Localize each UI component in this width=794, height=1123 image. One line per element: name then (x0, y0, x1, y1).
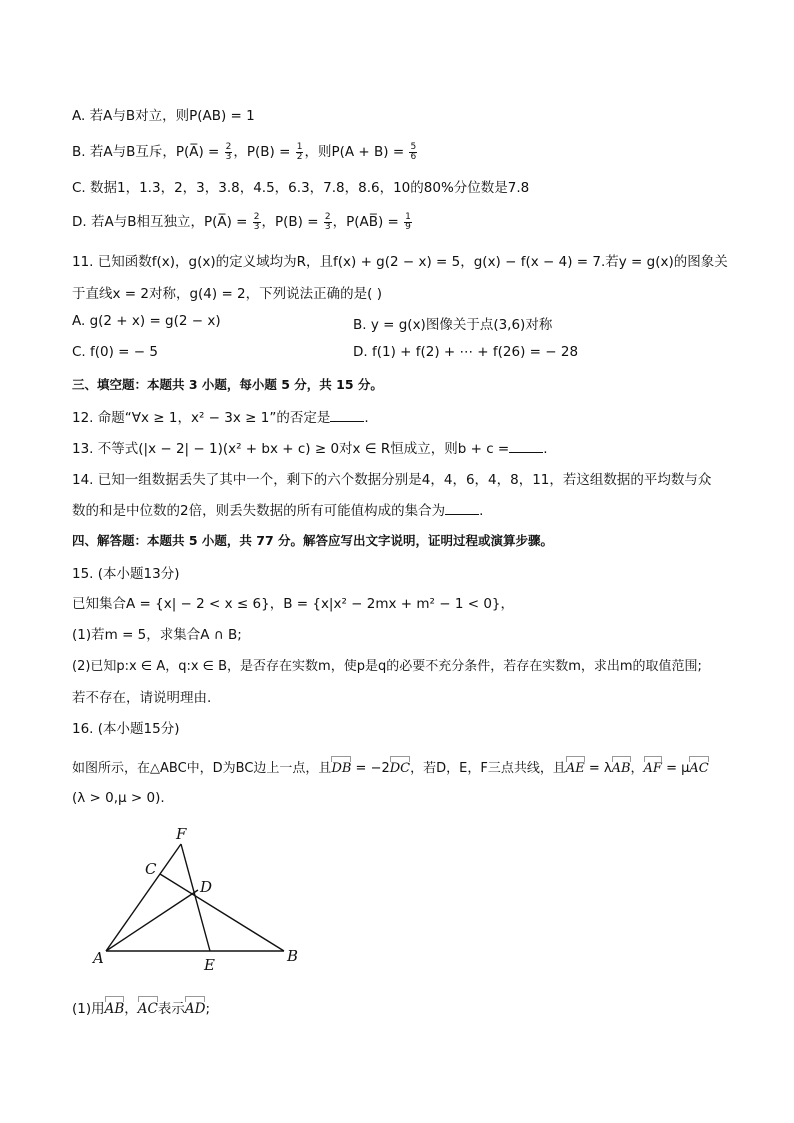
q15-title: 15. (本小题13分) (72, 566, 180, 582)
q13-text: 13. 不等式(|x − 2| − 1)(x² + bx + c) ≥ 0对x ∈ R恒成立，则b + c = (72, 441, 510, 457)
q10-option-a: A. 若A与B对立，则P(AB) = 1 (72, 108, 255, 124)
answer-blank[interactable] (330, 409, 364, 422)
q16-part1 (72, 997, 210, 1017)
frac-num: 2 (324, 211, 331, 222)
label-d: D (200, 878, 213, 896)
q14-line2 (72, 499, 483, 519)
frac-den: 3 (324, 221, 331, 232)
q10-b-prefix: B. 若A与B互斥，P(A̅) = (72, 144, 224, 160)
vector-ac: AC (137, 1001, 158, 1017)
label-a: A (93, 949, 104, 967)
q16-text: ，若D，E，F三点共线，且 (410, 761, 566, 776)
q11-option-c: C. f(0) = − 5 (72, 344, 158, 360)
q16-text: 如图所示，在△ABC中，D为BC边上一点，且 (72, 761, 332, 776)
vector-ad: AD (184, 1001, 206, 1017)
q16-text: = μ (661, 761, 690, 776)
q11-stem-line2: 于直线x = 2对称，g(4) = 2，下列说法正确的是( ) (72, 286, 382, 302)
q11-option-a: A. g(2 + x) = g(2 − x) (72, 313, 221, 329)
q11-stem-line1: 11. 已知函数f(x)，g(x)的定义域均为R，且f(x) + g(2 − x) = 5，g(x) − f(x − 4) = 7.若y = g(x)的图象关 (72, 254, 728, 270)
q11-option-b: B. y = g(x)图像关于点(3,6)对称 (353, 317, 553, 333)
fraction (404, 213, 412, 232)
segment-af (106, 844, 181, 951)
q16-text: ; (205, 1001, 211, 1017)
frac-num: 5 (410, 141, 417, 152)
vector-dc: DC (389, 761, 411, 776)
q14-suffix: . (479, 503, 484, 519)
q16-text: 表示 (157, 1001, 185, 1017)
q10-d-mid: ，P(AB̅) = (332, 214, 404, 230)
q12 (72, 406, 369, 426)
frac-num: 1 (405, 211, 411, 222)
fraction (225, 143, 233, 162)
q10-d-prefix: D. 若A与B相互独立，P(A̅) = (72, 214, 252, 230)
q10-option-d (72, 210, 413, 232)
q12-text: 12. 命题“∀x ≥ 1，x² − 3x ≥ 1”的否定是 (72, 410, 331, 426)
segment-ad (106, 890, 198, 951)
q15-part2: (2)已知p:x ∈ A，q:x ∈ B，是否存在实数m，使p是q的必要不充分条件，若存在实数m，求出m的取值范围; (72, 659, 702, 674)
frac-den: 6 (410, 151, 417, 162)
fraction (409, 143, 417, 162)
q16-text: ， (124, 1001, 138, 1017)
fraction (296, 143, 304, 162)
segment-fe (181, 844, 213, 951)
q16-text: (1)用 (72, 1001, 105, 1017)
frac-den: 9 (405, 221, 411, 232)
q15-part1: (1)若m = 5，求集合A ∩ B; (72, 627, 242, 643)
q12-suffix: . (364, 410, 369, 426)
q14-text: 数的和是中位数的2倍，则丢失数据的所有可能值构成的集合为 (72, 503, 446, 519)
frac-num: 2 (253, 211, 260, 222)
vector-ab: AB (611, 761, 631, 776)
q10-option-b (72, 140, 418, 162)
label-b: B (287, 947, 299, 965)
vector-af: AF (643, 761, 662, 776)
triangle-figure (88, 820, 318, 980)
q10-b-mid: ，则P(A + B) = (304, 144, 409, 160)
frac-den: 3 (225, 151, 232, 162)
vector-ab: AB (104, 1001, 125, 1017)
label-e: E (204, 956, 215, 974)
fraction (253, 213, 261, 232)
q15-line1: 已知集合A = {x| − 2 < x ≤ 6}，B = {x|x² − 2mx + m² − 1 < 0}， (72, 596, 515, 612)
figure-lines (106, 844, 284, 951)
frac-den: 2 (296, 151, 303, 162)
q10-option-c: C. 数据1，1.3，2，3，3.8，4.5，6.3，7.8，8.6，10的80%分位数是7.8 (72, 180, 530, 196)
frac-num: 2 (225, 141, 232, 152)
q14-line1: 14. 已知一组数据丢失了其中一个，剩下的六个数据分别是4，4，6，4，8，11，若这组数据的平均数与众 (72, 472, 712, 488)
q16-text: ， (630, 761, 644, 776)
q10-d-mid: ，P(B) = (261, 214, 323, 230)
vector-ac: AC (689, 761, 709, 776)
section-heading-solutions: 四、解答题：本题共 5 小题，共 77 分。解答应写出文字说明，证明过程或演算步骤。 (72, 533, 554, 548)
q13-suffix: . (543, 441, 548, 457)
q16-line1 (72, 757, 709, 776)
label-c: C (145, 860, 157, 878)
frac-num: 1 (296, 141, 303, 152)
fraction (324, 213, 332, 232)
vector-db: DB (331, 761, 352, 776)
q11-option-d: D. f(1) + f(2) + ⋯ + f(26) = − 28 (353, 344, 579, 360)
q16-title: 16. (本小题15分) (72, 721, 180, 737)
segment-cb (160, 874, 284, 951)
answer-blank[interactable] (509, 440, 543, 453)
q15-part2-cont: 若不存在，请说明理由. (72, 690, 212, 706)
answer-blank[interactable] (445, 502, 479, 515)
q10-b-mid: ，P(B) = (233, 144, 295, 160)
q16-text: = λ (584, 761, 612, 776)
label-f: F (176, 825, 187, 843)
q16-line2: (λ > 0,μ > 0). (72, 790, 165, 806)
q13 (72, 437, 548, 457)
frac-den: 3 (253, 221, 260, 232)
section-heading-fill-blank: 三、填空题：本题共 3 小题，每小题 5 分，共 15 分。 (72, 377, 383, 392)
q16-text: = −2 (351, 761, 390, 776)
vector-ae: AE (565, 761, 585, 776)
